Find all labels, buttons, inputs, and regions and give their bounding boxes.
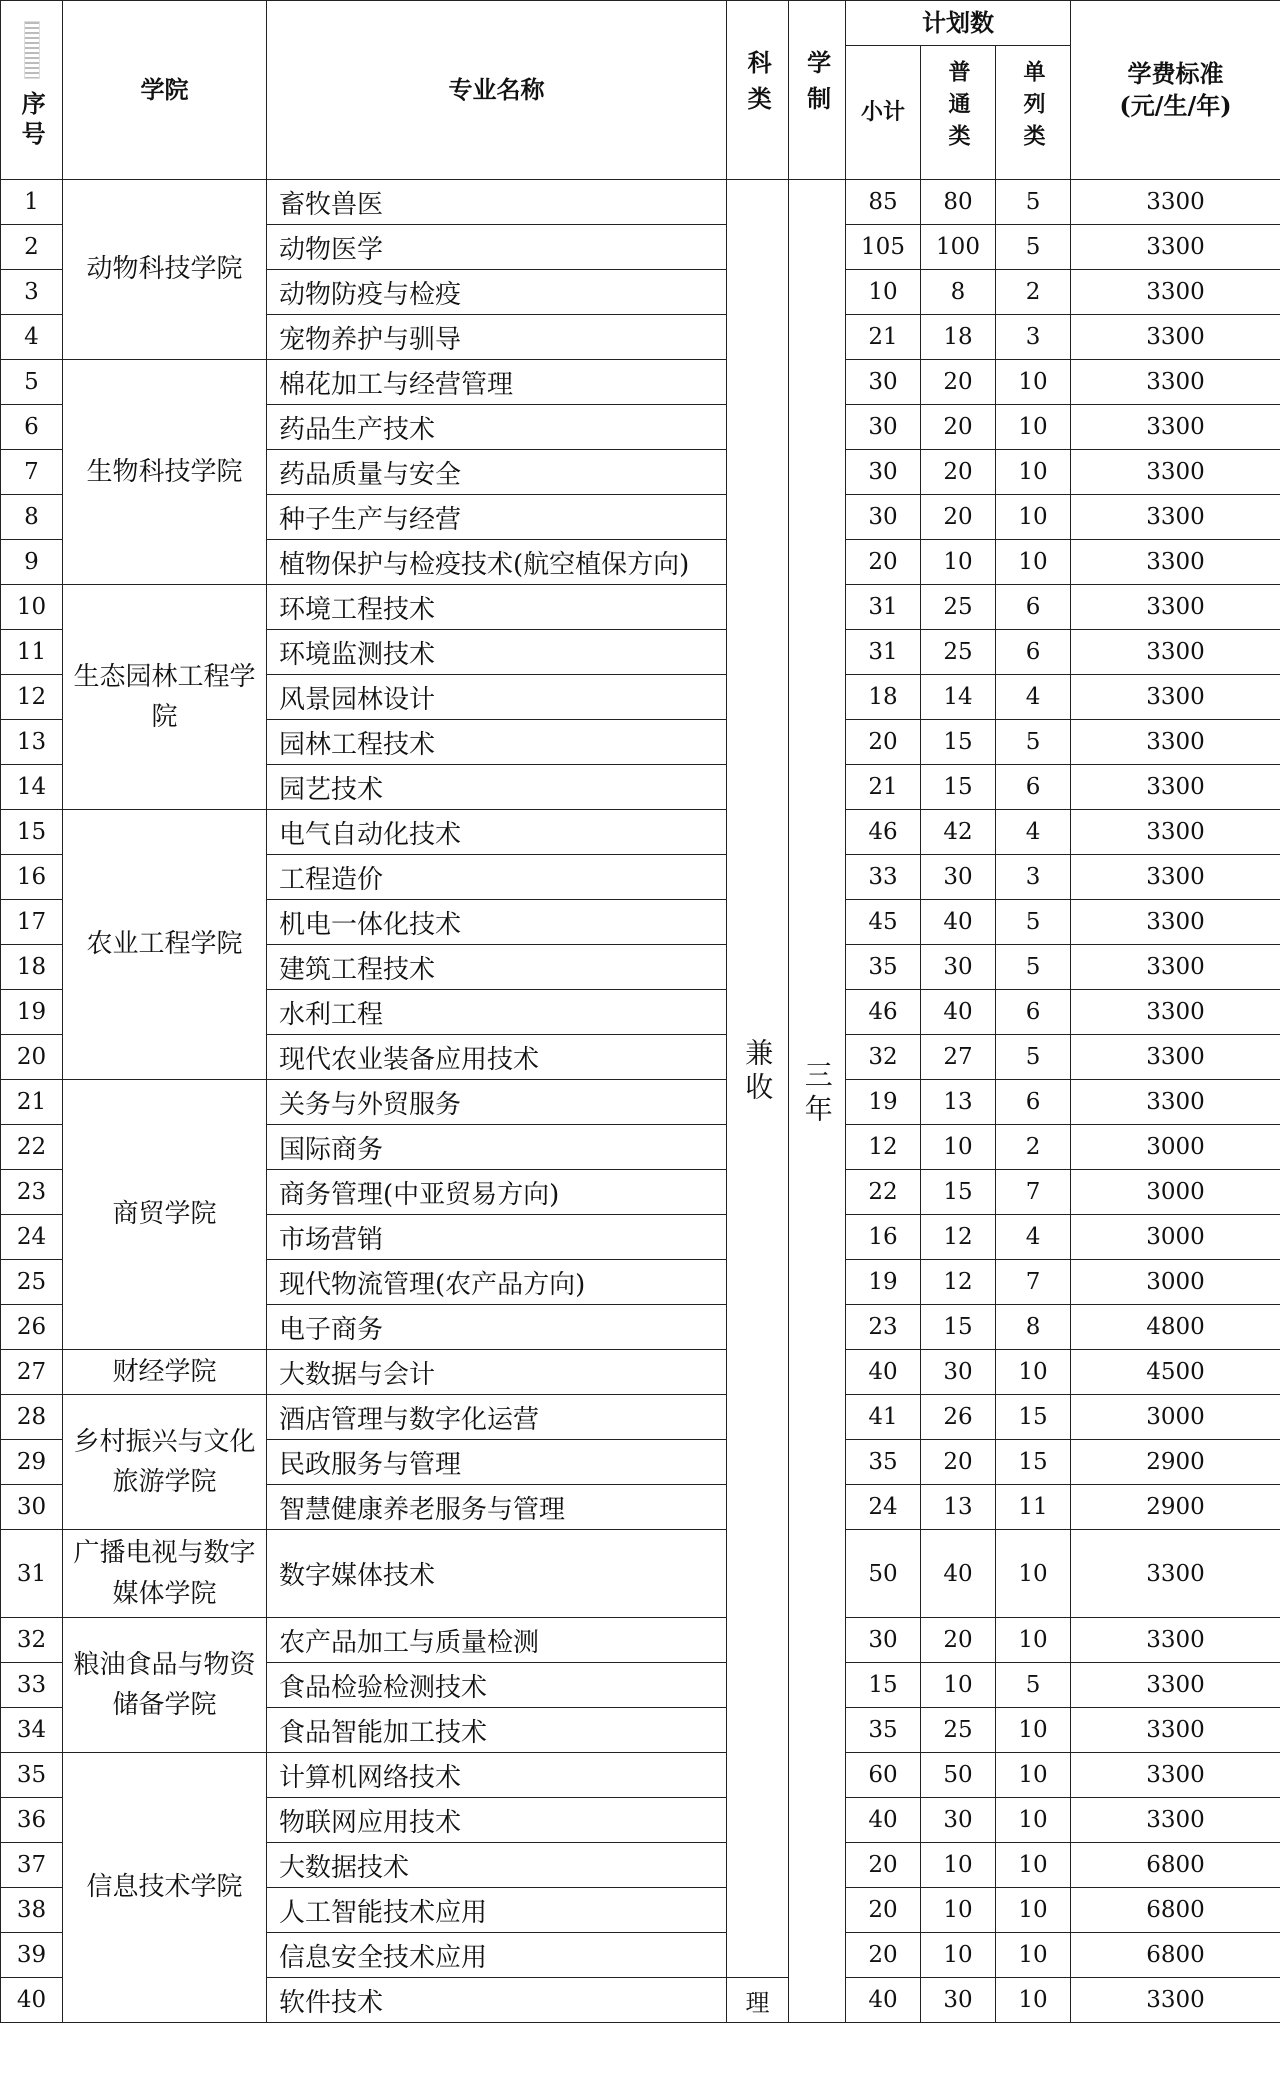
single-cell: 15	[996, 1395, 1071, 1440]
single-cell: 4	[996, 810, 1071, 855]
category-label: 兼收	[741, 1037, 775, 1106]
fee-cell: 3300	[1071, 180, 1280, 225]
subtotal-cell: 32	[846, 1035, 921, 1080]
fee-cell: 2900	[1071, 1440, 1280, 1485]
major-cell: 宠物养护与驯导	[267, 315, 727, 360]
major-cell: 智慧健康养老服务与管理	[267, 1485, 727, 1530]
seq-cell: 8	[1, 495, 63, 540]
single-cell: 5	[996, 225, 1071, 270]
major-cell: 民政服务与管理	[267, 1440, 727, 1485]
single-cell: 6	[996, 765, 1071, 810]
major-cell: 数字媒体技术	[267, 1530, 727, 1618]
fee-cell: 3300	[1071, 630, 1280, 675]
major-cell: 环境工程技术	[267, 585, 727, 630]
regular-cell: 10	[921, 540, 996, 585]
single-cell: 7	[996, 1260, 1071, 1305]
major-cell: 酒店管理与数字化运营	[267, 1395, 727, 1440]
single-cell: 5	[996, 1035, 1071, 1080]
header-single	[996, 46, 1071, 180]
seq-cell: 21	[1, 1080, 63, 1125]
subtotal-cell: 20	[846, 1843, 921, 1888]
fee-cell: 3300	[1071, 765, 1280, 810]
college-cell: 生物科技学院	[63, 360, 267, 585]
major-cell: 水利工程	[267, 990, 727, 1035]
major-cell: 物联网应用技术	[267, 1798, 727, 1843]
fee-cell: 3300	[1071, 540, 1280, 585]
subtotal-cell: 41	[846, 1395, 921, 1440]
subtotal-cell: 15	[846, 1663, 921, 1708]
regular-cell: 30	[921, 1798, 996, 1843]
college-cell: 财经学院	[63, 1350, 267, 1395]
major-cell: 药品质量与安全	[267, 450, 727, 495]
major-cell: 大数据与会计	[267, 1350, 727, 1395]
regular-cell: 20	[921, 495, 996, 540]
subtotal-cell: 18	[846, 675, 921, 720]
subtotal-cell: 10	[846, 270, 921, 315]
fee-cell: 3300	[1071, 405, 1280, 450]
major-cell: 风景园林设计	[267, 675, 727, 720]
header-seq-label: 序号	[17, 91, 47, 151]
fee-cell: 3300	[1071, 1035, 1280, 1080]
seq-cell: 24	[1, 1215, 63, 1260]
fee-cell: 3300	[1071, 990, 1280, 1035]
regular-cell: 20	[921, 360, 996, 405]
header-seq	[1, 1, 63, 180]
regular-cell: 18	[921, 315, 996, 360]
major-cell: 园林工程技术	[267, 720, 727, 765]
header-duration-label: 学制	[802, 49, 832, 122]
major-cell: 现代物流管理(农产品方向)	[267, 1260, 727, 1305]
single-cell: 4	[996, 1215, 1071, 1260]
header-subtotal: 小计	[846, 46, 921, 180]
regular-cell: 15	[921, 1170, 996, 1215]
regular-cell: 30	[921, 855, 996, 900]
regular-cell: 15	[921, 720, 996, 765]
subtotal-cell: 35	[846, 1708, 921, 1753]
single-cell: 10	[996, 1350, 1071, 1395]
regular-cell: 10	[921, 1125, 996, 1170]
fee-cell: 3300	[1071, 495, 1280, 540]
seq-cell: 4	[1, 315, 63, 360]
fee-cell: 3300	[1071, 1663, 1280, 1708]
header-regular-label: 普通类	[945, 60, 972, 157]
single-cell: 4	[996, 675, 1071, 720]
seq-cell: 28	[1, 1395, 63, 1440]
subtotal-cell: 35	[846, 945, 921, 990]
single-cell: 5	[996, 945, 1071, 990]
college-cell: 广播电视与数字媒体学院	[63, 1530, 267, 1618]
table-row	[1, 1350, 1280, 1395]
subtotal-cell: 23	[846, 1305, 921, 1350]
major-cell: 棉花加工与经营管理	[267, 360, 727, 405]
table-row	[1, 180, 1280, 225]
subtotal-cell: 31	[846, 630, 921, 675]
fee-cell: 3300	[1071, 1618, 1280, 1663]
major-cell: 种子生产与经营	[267, 495, 727, 540]
single-cell: 10	[996, 1798, 1071, 1843]
regular-cell: 13	[921, 1080, 996, 1125]
fee-cell: 3300	[1071, 225, 1280, 270]
college-cell: 商贸学院	[63, 1080, 267, 1350]
subtotal-cell: 35	[846, 1440, 921, 1485]
regular-cell: 50	[921, 1753, 996, 1798]
regular-cell: 10	[921, 1888, 996, 1933]
subtotal-cell: 45	[846, 900, 921, 945]
major-cell: 市场营销	[267, 1215, 727, 1260]
seq-cell: 37	[1, 1843, 63, 1888]
subtotal-cell: 20	[846, 1933, 921, 1978]
seq-cell: 26	[1, 1305, 63, 1350]
regular-cell: 20	[921, 405, 996, 450]
major-cell: 药品生产技术	[267, 405, 727, 450]
seq-cell: 36	[1, 1798, 63, 1843]
regular-cell: 8	[921, 270, 996, 315]
seq-cell: 6	[1, 405, 63, 450]
major-cell: 畜牧兽医	[267, 180, 727, 225]
subtotal-cell: 40	[846, 1350, 921, 1395]
subtotal-cell: 85	[846, 180, 921, 225]
subtotal-cell: 30	[846, 450, 921, 495]
subtotal-cell: 20	[846, 720, 921, 765]
fee-cell: 3300	[1071, 1753, 1280, 1798]
table-row	[1, 1395, 1280, 1440]
regular-cell: 80	[921, 180, 996, 225]
table-row	[1, 1753, 1280, 1798]
regular-cell: 20	[921, 1440, 996, 1485]
single-cell: 10	[996, 1708, 1071, 1753]
fee-cell: 3300	[1071, 270, 1280, 315]
single-cell: 10	[996, 495, 1071, 540]
fee-cell: 3300	[1071, 315, 1280, 360]
table-row	[1, 1618, 1280, 1663]
regular-cell: 40	[921, 900, 996, 945]
subtotal-cell: 40	[846, 1798, 921, 1843]
regular-cell: 13	[921, 1485, 996, 1530]
header-college: 学院	[63, 1, 267, 180]
seq-cell: 10	[1, 585, 63, 630]
seq-cell: 16	[1, 855, 63, 900]
header-fee	[1071, 1, 1280, 180]
fee-cell: 3000	[1071, 1170, 1280, 1215]
single-cell: 10	[996, 1888, 1071, 1933]
fee-cell: 3300	[1071, 1530, 1280, 1618]
seq-cell: 39	[1, 1933, 63, 1978]
subtotal-cell: 19	[846, 1080, 921, 1125]
header-duration	[789, 1, 846, 180]
major-cell: 园艺技术	[267, 765, 727, 810]
regular-cell: 25	[921, 1708, 996, 1753]
header-fee-line1: 学费标准	[1127, 58, 1224, 88]
header-plan-group: 计划数	[846, 1, 1071, 46]
fee-cell: 6800	[1071, 1888, 1280, 1933]
major-cell: 环境监测技术	[267, 630, 727, 675]
seq-cell: 17	[1, 900, 63, 945]
seq-cell: 20	[1, 1035, 63, 1080]
single-cell: 2	[996, 270, 1071, 315]
seq-cell: 11	[1, 630, 63, 675]
table-body	[1, 180, 1280, 2023]
subtotal-cell: 21	[846, 765, 921, 810]
fee-cell: 6800	[1071, 1933, 1280, 1978]
seq-cell: 35	[1, 1753, 63, 1798]
major-cell: 食品智能加工技术	[267, 1708, 727, 1753]
subtotal-cell: 12	[846, 1125, 921, 1170]
major-cell: 商务管理(中亚贸易方向)	[267, 1170, 727, 1215]
header-single-label: 单列类	[1020, 60, 1047, 157]
major-cell: 农产品加工与质量检测	[267, 1618, 727, 1663]
fee-cell: 3300	[1071, 675, 1280, 720]
subtotal-cell: 20	[846, 540, 921, 585]
major-cell: 现代农业装备应用技术	[267, 1035, 727, 1080]
fee-cell: 3300	[1071, 450, 1280, 495]
regular-cell: 20	[921, 1618, 996, 1663]
header-category-label: 科类	[743, 49, 773, 122]
regular-cell: 26	[921, 1395, 996, 1440]
seq-cell: 27	[1, 1350, 63, 1395]
subtotal-cell: 105	[846, 225, 921, 270]
fee-cell: 3000	[1071, 1125, 1280, 1170]
major-cell: 动物医学	[267, 225, 727, 270]
subtotal-cell: 46	[846, 810, 921, 855]
table-row	[1, 1530, 1280, 1618]
header-major: 专业名称	[267, 1, 727, 180]
major-cell: 动物防疫与检疫	[267, 270, 727, 315]
fee-cell: 3300	[1071, 810, 1280, 855]
scan-mark-icon	[24, 21, 40, 79]
regular-cell: 10	[921, 1933, 996, 1978]
fee-cell: 3300	[1071, 1978, 1280, 2023]
single-cell: 7	[996, 1170, 1071, 1215]
single-cell: 3	[996, 315, 1071, 360]
seq-cell: 19	[1, 990, 63, 1035]
major-cell: 信息安全技术应用	[267, 1933, 727, 1978]
major-cell: 关务与外贸服务	[267, 1080, 727, 1125]
regular-cell: 10	[921, 1663, 996, 1708]
header-regular	[921, 46, 996, 180]
seq-cell: 40	[1, 1978, 63, 2023]
seq-cell: 3	[1, 270, 63, 315]
single-cell: 15	[996, 1440, 1071, 1485]
single-cell: 5	[996, 1663, 1071, 1708]
fee-cell: 3300	[1071, 855, 1280, 900]
regular-cell: 20	[921, 450, 996, 495]
subtotal-cell: 60	[846, 1753, 921, 1798]
major-cell: 人工智能技术应用	[267, 1888, 727, 1933]
subtotal-cell: 20	[846, 1888, 921, 1933]
fee-cell: 4500	[1071, 1350, 1280, 1395]
single-cell: 3	[996, 855, 1071, 900]
seq-cell: 30	[1, 1485, 63, 1530]
regular-cell: 27	[921, 1035, 996, 1080]
table-row	[1, 1080, 1280, 1125]
subtotal-cell: 21	[846, 315, 921, 360]
regular-cell: 14	[921, 675, 996, 720]
table-row	[1, 585, 1280, 630]
duration-label: 三年	[800, 1060, 834, 1129]
regular-cell: 15	[921, 765, 996, 810]
fee-cell: 3300	[1071, 720, 1280, 765]
single-cell: 5	[996, 900, 1071, 945]
major-cell: 软件技术	[267, 1978, 727, 2023]
subtotal-cell: 46	[846, 990, 921, 1035]
table-row	[1, 360, 1280, 405]
regular-cell: 25	[921, 630, 996, 675]
header-category	[727, 1, 789, 180]
single-cell: 10	[996, 1753, 1071, 1798]
subtotal-cell: 16	[846, 1215, 921, 1260]
major-cell: 大数据技术	[267, 1843, 727, 1888]
subtotal-cell: 24	[846, 1485, 921, 1530]
seq-cell: 2	[1, 225, 63, 270]
fee-cell: 3300	[1071, 360, 1280, 405]
seq-cell: 25	[1, 1260, 63, 1305]
single-cell: 6	[996, 630, 1071, 675]
college-cell: 信息技术学院	[63, 1753, 267, 2023]
table-header	[1, 1, 1280, 180]
single-cell: 6	[996, 990, 1071, 1035]
seq-cell: 12	[1, 675, 63, 720]
regular-cell: 10	[921, 1843, 996, 1888]
regular-cell: 30	[921, 945, 996, 990]
fee-cell: 3300	[1071, 1708, 1280, 1753]
single-cell: 10	[996, 540, 1071, 585]
seq-cell: 5	[1, 360, 63, 405]
regular-cell: 40	[921, 1530, 996, 1618]
regular-cell: 25	[921, 585, 996, 630]
subtotal-cell: 40	[846, 1978, 921, 2023]
regular-cell: 12	[921, 1215, 996, 1260]
subtotal-cell: 50	[846, 1530, 921, 1618]
category-cell	[727, 180, 789, 1978]
single-cell: 6	[996, 585, 1071, 630]
seq-cell: 18	[1, 945, 63, 990]
regular-cell: 30	[921, 1350, 996, 1395]
major-cell: 工程造价	[267, 855, 727, 900]
fee-cell: 3300	[1071, 585, 1280, 630]
major-cell: 建筑工程技术	[267, 945, 727, 990]
regular-cell: 12	[921, 1260, 996, 1305]
college-cell: 动物科技学院	[63, 180, 267, 360]
major-cell: 电子商务	[267, 1305, 727, 1350]
duration-cell	[789, 180, 846, 2023]
fee-cell: 3000	[1071, 1215, 1280, 1260]
seq-cell: 31	[1, 1530, 63, 1618]
seq-cell: 14	[1, 765, 63, 810]
seq-cell: 13	[1, 720, 63, 765]
category-last-cell: 理	[727, 1978, 789, 2023]
single-cell: 10	[996, 1843, 1071, 1888]
seq-cell: 15	[1, 810, 63, 855]
seq-cell: 22	[1, 1125, 63, 1170]
subtotal-cell: 22	[846, 1170, 921, 1215]
college-cell: 农业工程学院	[63, 810, 267, 1080]
fee-cell: 4800	[1071, 1305, 1280, 1350]
header-fee-line2: (元/生/年)	[1119, 91, 1232, 120]
single-cell: 10	[996, 1933, 1071, 1978]
seq-cell: 7	[1, 450, 63, 495]
single-cell: 10	[996, 1978, 1071, 2023]
fee-cell: 6800	[1071, 1843, 1280, 1888]
seq-cell: 23	[1, 1170, 63, 1215]
single-cell: 10	[996, 1618, 1071, 1663]
seq-cell: 32	[1, 1618, 63, 1663]
single-cell: 10	[996, 405, 1071, 450]
college-cell: 乡村振兴与文化旅游学院	[63, 1395, 267, 1530]
subtotal-cell: 31	[846, 585, 921, 630]
single-cell: 10	[996, 450, 1071, 495]
subtotal-cell: 19	[846, 1260, 921, 1305]
single-cell: 5	[996, 720, 1071, 765]
single-cell: 10	[996, 360, 1071, 405]
fee-cell: 3300	[1071, 900, 1280, 945]
fee-cell: 3300	[1071, 1080, 1280, 1125]
major-cell: 计算机网络技术	[267, 1753, 727, 1798]
regular-cell: 40	[921, 990, 996, 1035]
single-cell: 2	[996, 1125, 1071, 1170]
subtotal-cell: 30	[846, 405, 921, 450]
subtotal-cell: 30	[846, 495, 921, 540]
fee-cell: 3000	[1071, 1260, 1280, 1305]
single-cell: 5	[996, 180, 1071, 225]
fee-cell: 2900	[1071, 1485, 1280, 1530]
major-cell: 机电一体化技术	[267, 900, 727, 945]
single-cell: 6	[996, 1080, 1071, 1125]
seq-cell: 29	[1, 1440, 63, 1485]
fee-cell: 3000	[1071, 1395, 1280, 1440]
fee-cell: 3300	[1071, 945, 1280, 990]
regular-cell: 30	[921, 1978, 996, 2023]
subtotal-cell: 30	[846, 1618, 921, 1663]
regular-cell: 15	[921, 1305, 996, 1350]
major-cell: 电气自动化技术	[267, 810, 727, 855]
seq-cell: 1	[1, 180, 63, 225]
major-cell: 植物保护与检疫技术(航空植保方向)	[267, 540, 727, 585]
seq-cell: 38	[1, 1888, 63, 1933]
table-row	[1, 810, 1280, 855]
seq-cell: 34	[1, 1708, 63, 1753]
college-cell: 生态园林工程学院	[63, 585, 267, 810]
subtotal-cell: 30	[846, 360, 921, 405]
major-cell: 国际商务	[267, 1125, 727, 1170]
single-cell: 8	[996, 1305, 1071, 1350]
subtotal-cell: 33	[846, 855, 921, 900]
single-cell: 11	[996, 1485, 1071, 1530]
regular-cell: 42	[921, 810, 996, 855]
single-cell: 10	[996, 1530, 1071, 1618]
seq-cell: 9	[1, 540, 63, 585]
seq-cell: 33	[1, 1663, 63, 1708]
major-cell: 食品检验检测技术	[267, 1663, 727, 1708]
fee-cell: 3300	[1071, 1798, 1280, 1843]
college-cell: 粮油食品与物资储备学院	[63, 1618, 267, 1753]
regular-cell: 100	[921, 225, 996, 270]
